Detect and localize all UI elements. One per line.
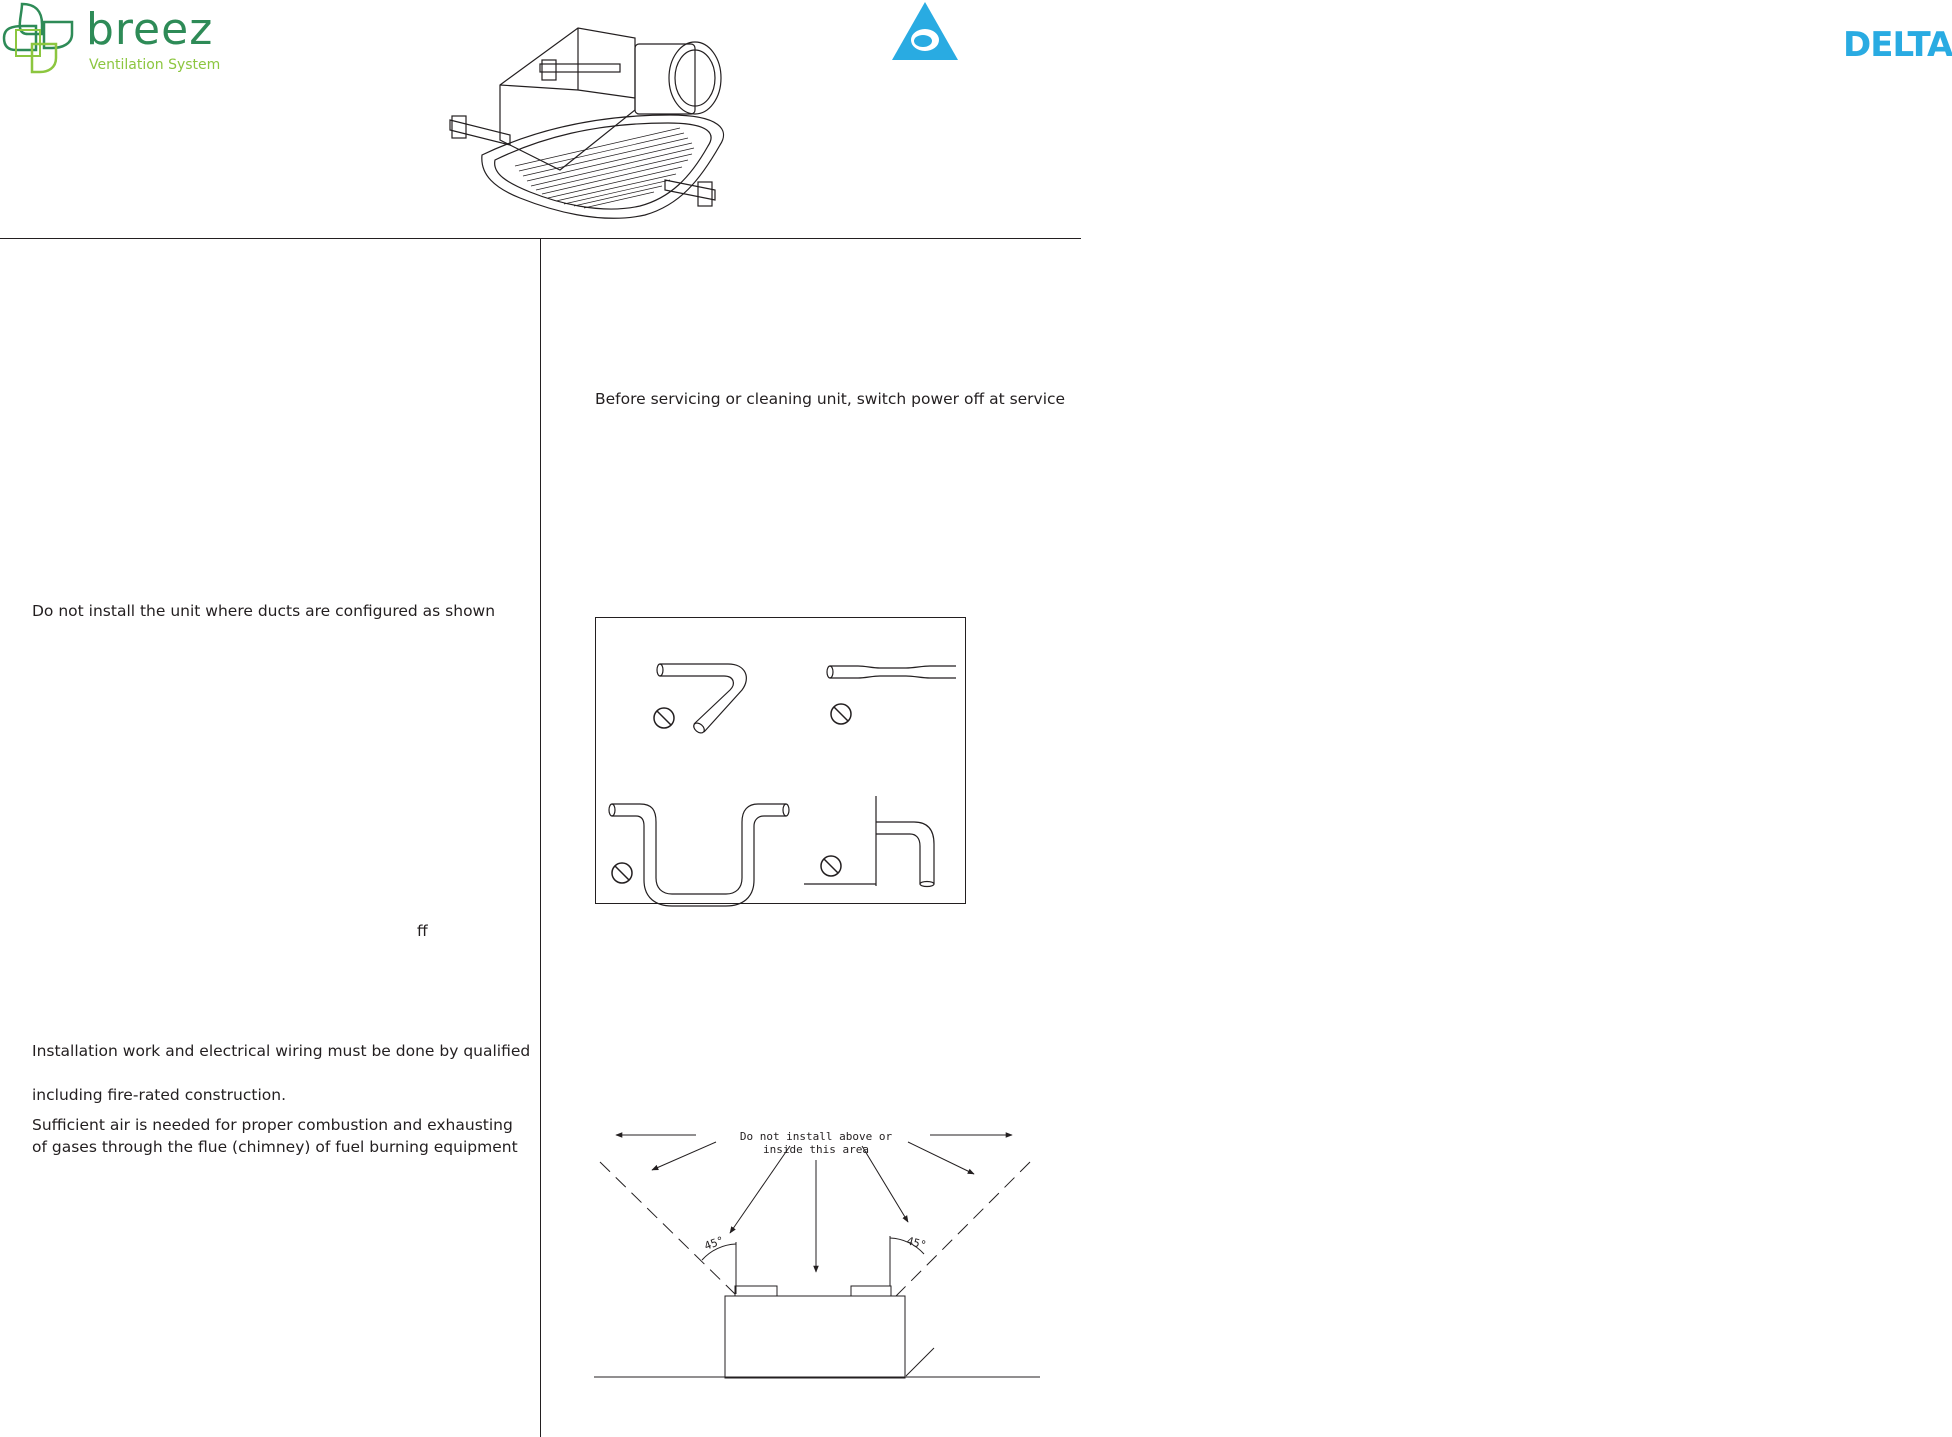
ff-fragment-text: ff <box>417 922 428 940</box>
breez-logo <box>0 0 240 80</box>
servicing-text: Before servicing or cleaning unit, switch power off at service <box>595 390 1066 408</box>
area-label-line1: Do not install above or <box>739 1130 893 1143</box>
column-divider <box>540 238 541 1437</box>
breez-leaf-icon <box>0 0 80 80</box>
angle-left-label: 45° <box>702 1233 726 1253</box>
delta-wordmark: DELTA <box>1843 25 1952 65</box>
duct-diagram <box>596 618 965 903</box>
prohibited-icon <box>654 708 674 728</box>
duct-warning-text: Do not install the unit where ducts are configured as shown <box>32 602 496 620</box>
prohibited-icon <box>821 856 841 876</box>
prohibited-icon <box>612 863 632 883</box>
combustion-text-line2: of gases through the flue (chimney) of fuel burning equipment <box>32 1138 518 1156</box>
install-area-diagram <box>590 1120 1050 1390</box>
qualified-install-text: Installation work and electrical wiring must be done by qualified <box>32 1042 531 1060</box>
delta-logo <box>888 0 1952 66</box>
brand-name: breez <box>86 4 214 55</box>
fire-rated-text: including fire-rated construction. <box>32 1086 287 1104</box>
duct-configuration-figure <box>595 617 966 904</box>
angle-right-label: 45° <box>905 1234 928 1253</box>
prohibited-icon <box>831 704 851 724</box>
brand-tagline: Ventilation System <box>89 57 221 73</box>
combustion-text-line1: Sufficient air is needed for proper combustion and exhausting <box>32 1116 513 1134</box>
delta-triangle-icon <box>890 0 960 62</box>
fan-illustration <box>440 20 740 230</box>
area-label-line2: inside this area <box>763 1143 869 1156</box>
